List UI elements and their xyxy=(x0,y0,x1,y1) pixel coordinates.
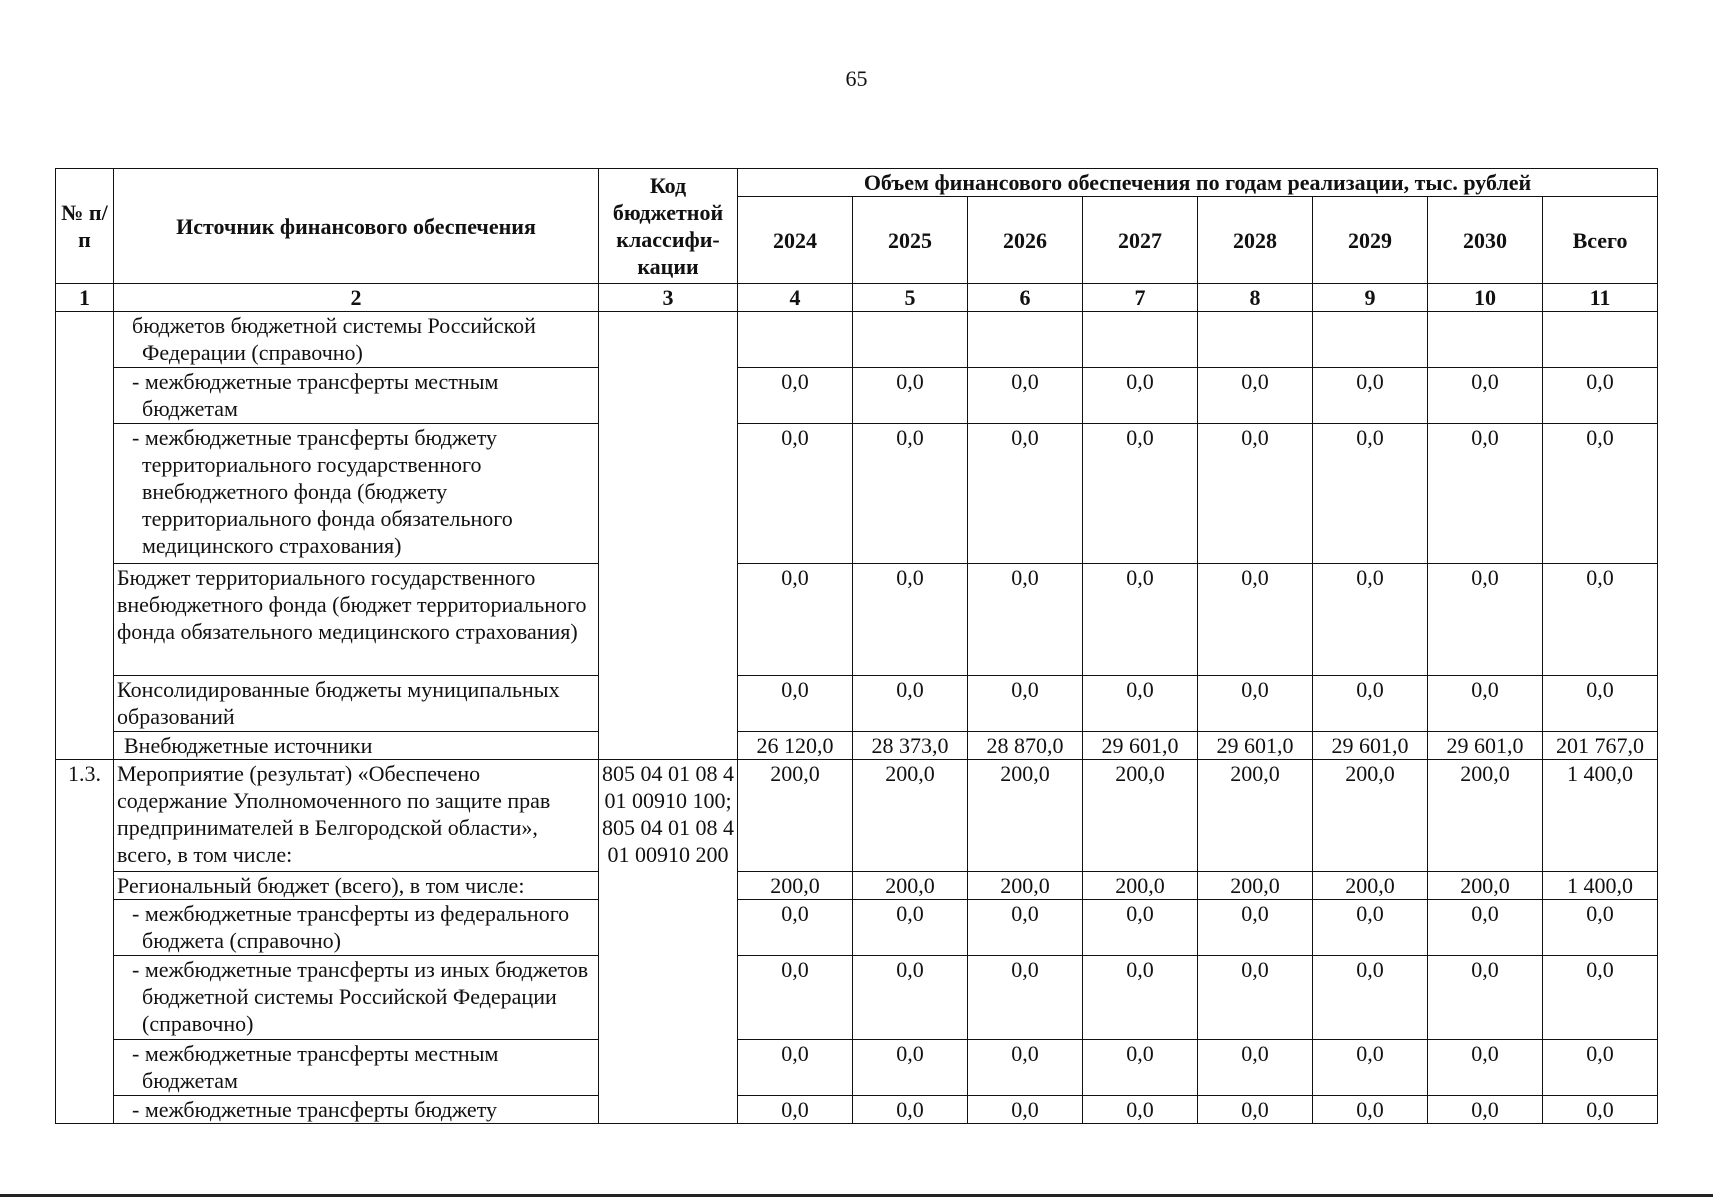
cell-value: 28 373,0 xyxy=(853,732,968,760)
cell-value: 0,0 xyxy=(738,1040,853,1096)
row-source: Бюджет территориального государственного внебюджетного фонда (бюджет территориального фонда обязательного медицинского страхования) xyxy=(114,564,599,676)
row-source: Консолидированные бюджеты муниципальных образований xyxy=(114,676,599,732)
row-source: - межбюджетные трансферты бюджету территориального государственного внебюджетного фонда (бюджету территориального фонда обязательного медицинского страхования) xyxy=(114,424,599,564)
table-row xyxy=(56,956,1658,1040)
cell-value: 200,0 xyxy=(1083,872,1198,900)
header-year: 2029 xyxy=(1313,197,1428,284)
cell-value: 0,0 xyxy=(1198,564,1313,676)
cell-value xyxy=(1083,312,1198,368)
cell-value: 0,0 xyxy=(1543,424,1658,564)
cell-value: 0,0 xyxy=(1313,564,1428,676)
table-row xyxy=(56,312,1658,368)
header-volume: Объем финансового обеспечения по годам реализации, тыс. рублей xyxy=(738,169,1658,197)
cell-value: 0,0 xyxy=(1083,900,1198,956)
row-code xyxy=(599,312,738,760)
cell-value: 0,0 xyxy=(968,1096,1083,1124)
cell-value: 200,0 xyxy=(738,872,853,900)
row-code: 805 04 01 08 4 01 00910 100; 805 04 01 08 4 01 00910 200 xyxy=(599,760,738,1124)
row-source: Мероприятие (результат) «Обеспечено содержание Уполномоченного по защите прав предпринимателей в Белгородской области», всего, в том числе: xyxy=(114,760,599,872)
cell-value: 26 120,0 xyxy=(738,732,853,760)
table-row xyxy=(56,900,1658,956)
row-source: - межбюджетные трансферты бюджету xyxy=(114,1096,599,1124)
cell-value: 200,0 xyxy=(853,760,968,872)
cell-value: 0,0 xyxy=(1083,676,1198,732)
row-number xyxy=(56,312,114,760)
cell-value xyxy=(968,312,1083,368)
cell-value: 0,0 xyxy=(1083,564,1198,676)
financing-table xyxy=(55,168,1658,1124)
cell-value: 200,0 xyxy=(738,760,853,872)
cell-value: 0,0 xyxy=(968,956,1083,1040)
row-source: Региональный бюджет (всего), в том числе: xyxy=(114,872,599,900)
cell-value: 0,0 xyxy=(738,424,853,564)
table-row xyxy=(56,368,1658,424)
cell-value: 0,0 xyxy=(853,424,968,564)
column-number: 10 xyxy=(1428,284,1543,312)
table-row xyxy=(56,424,1658,564)
cell-value: 0,0 xyxy=(1313,424,1428,564)
cell-value: 0,0 xyxy=(1428,1096,1543,1124)
table-row xyxy=(56,1040,1658,1096)
cell-value: 200,0 xyxy=(853,872,968,900)
table-row xyxy=(56,760,1658,872)
cell-value: 0,0 xyxy=(853,900,968,956)
cell-value: 0,0 xyxy=(1543,564,1658,676)
header-source: Источник финансового обеспечения xyxy=(114,169,599,284)
cell-value: 0,0 xyxy=(1428,676,1543,732)
cell-value: 200,0 xyxy=(1083,760,1198,872)
cell-value: 0,0 xyxy=(1083,1040,1198,1096)
cell-value: 28 870,0 xyxy=(968,732,1083,760)
cell-value: 0,0 xyxy=(738,900,853,956)
cell-value xyxy=(1198,312,1313,368)
cell-value xyxy=(1543,312,1658,368)
cell-value: 200,0 xyxy=(1313,760,1428,872)
page-number: 65 xyxy=(845,66,868,91)
column-number: 9 xyxy=(1313,284,1428,312)
cell-value: 0,0 xyxy=(853,564,968,676)
cell-value: 0,0 xyxy=(1543,1040,1658,1096)
cell-value: 200,0 xyxy=(968,760,1083,872)
cell-value: 0,0 xyxy=(1543,900,1658,956)
cell-value: 0,0 xyxy=(1198,1096,1313,1124)
cell-value: 201 767,0 xyxy=(1543,732,1658,760)
header-year: 2027 xyxy=(1083,197,1198,284)
header-year: 2025 xyxy=(853,197,968,284)
cell-value: 0,0 xyxy=(853,956,968,1040)
cell-value: 200,0 xyxy=(968,872,1083,900)
cell-value: 0,0 xyxy=(968,368,1083,424)
cell-value: 0,0 xyxy=(1083,424,1198,564)
column-number: 1 xyxy=(56,284,114,312)
cell-value: 0,0 xyxy=(1543,956,1658,1040)
cell-value: 0,0 xyxy=(1313,1096,1428,1124)
cell-value: 0,0 xyxy=(853,368,968,424)
cell-value: 200,0 xyxy=(1313,872,1428,900)
cell-value: 0,0 xyxy=(1198,424,1313,564)
cell-value: 0,0 xyxy=(1543,368,1658,424)
cell-value: 0,0 xyxy=(1428,1040,1543,1096)
cell-value xyxy=(738,312,853,368)
cell-value xyxy=(853,312,968,368)
column-number-row xyxy=(56,284,1658,312)
cell-value: 0,0 xyxy=(1313,956,1428,1040)
cell-value: 0,0 xyxy=(1198,900,1313,956)
header-total: Всего xyxy=(1543,197,1658,284)
cell-value: 0,0 xyxy=(738,564,853,676)
cell-value xyxy=(1428,312,1543,368)
column-number: 4 xyxy=(738,284,853,312)
cell-value: 1 400,0 xyxy=(1543,872,1658,900)
cell-value: 0,0 xyxy=(968,1040,1083,1096)
cell-value: 0,0 xyxy=(1083,1096,1198,1124)
cell-value: 0,0 xyxy=(738,676,853,732)
cell-value: 0,0 xyxy=(968,676,1083,732)
cell-value: 0,0 xyxy=(1198,1040,1313,1096)
cell-value: 0,0 xyxy=(1198,368,1313,424)
cell-value: 0,0 xyxy=(1083,368,1198,424)
cell-value: 29 601,0 xyxy=(1083,732,1198,760)
cell-value: 200,0 xyxy=(1198,760,1313,872)
table-row xyxy=(56,676,1658,732)
table-row xyxy=(56,1096,1658,1124)
cell-value: 0,0 xyxy=(1543,1096,1658,1124)
cell-value: 0,0 xyxy=(738,956,853,1040)
column-number: 5 xyxy=(853,284,968,312)
cell-value: 0,0 xyxy=(1083,956,1198,1040)
cell-value: 0,0 xyxy=(738,368,853,424)
cell-value: 0,0 xyxy=(1198,956,1313,1040)
row-source: - межбюджетные трансферты местным бюджетам xyxy=(114,368,599,424)
cell-value: 0,0 xyxy=(968,424,1083,564)
row-source: Внебюджетные источники xyxy=(114,732,599,760)
column-number: 11 xyxy=(1543,284,1658,312)
column-number: 8 xyxy=(1198,284,1313,312)
header-number: № п/п xyxy=(56,169,114,284)
cell-value: 1 400,0 xyxy=(1543,760,1658,872)
cell-value: 200,0 xyxy=(1428,872,1543,900)
column-number: 2 xyxy=(114,284,599,312)
page-bottom-edge xyxy=(0,1194,1713,1197)
row-source: - межбюджетные трансферты из иных бюджетов бюджетной системы Российской Федерации (справочно) xyxy=(114,956,599,1040)
row-source: - межбюджетные трансферты из федерального бюджета (справочно) xyxy=(114,900,599,956)
cell-value: 0,0 xyxy=(1313,676,1428,732)
column-number: 7 xyxy=(1083,284,1198,312)
cell-value: 29 601,0 xyxy=(1313,732,1428,760)
cell-value: 0,0 xyxy=(1313,900,1428,956)
cell-value: 0,0 xyxy=(1198,676,1313,732)
column-number: 6 xyxy=(968,284,1083,312)
cell-value xyxy=(1313,312,1428,368)
cell-value: 200,0 xyxy=(1198,872,1313,900)
header-year: 2028 xyxy=(1198,197,1313,284)
table-row xyxy=(56,564,1658,676)
row-source: - межбюджетные трансферты местным бюджетам xyxy=(114,1040,599,1096)
cell-value: 0,0 xyxy=(968,900,1083,956)
cell-value: 0,0 xyxy=(1428,956,1543,1040)
cell-value: 0,0 xyxy=(853,1040,968,1096)
cell-value: 29 601,0 xyxy=(1428,732,1543,760)
table-row xyxy=(56,872,1658,900)
header-year: 2024 xyxy=(738,197,853,284)
header-year: 2030 xyxy=(1428,197,1543,284)
cell-value: 0,0 xyxy=(1313,368,1428,424)
table-row xyxy=(56,732,1658,760)
cell-value: 0,0 xyxy=(1428,900,1543,956)
column-number: 3 xyxy=(599,284,738,312)
cell-value: 0,0 xyxy=(1313,1040,1428,1096)
header-year: 2026 xyxy=(968,197,1083,284)
header-code: Код бюджетной классифи-кации xyxy=(599,169,738,284)
cell-value: 0,0 xyxy=(853,1096,968,1124)
row-number: 1.3. xyxy=(56,760,114,1124)
cell-value: 0,0 xyxy=(738,1096,853,1124)
cell-value: 200,0 xyxy=(1428,760,1543,872)
cell-value: 0,0 xyxy=(968,564,1083,676)
row-source: бюджетов бюджетной системы Российской Федерации (справочно) xyxy=(114,312,599,368)
cell-value: 0,0 xyxy=(1543,676,1658,732)
cell-value: 0,0 xyxy=(853,676,968,732)
cell-value: 0,0 xyxy=(1428,564,1543,676)
cell-value: 0,0 xyxy=(1428,424,1543,564)
cell-value: 29 601,0 xyxy=(1198,732,1313,760)
header-row-1 xyxy=(56,169,1658,197)
cell-value: 0,0 xyxy=(1428,368,1543,424)
